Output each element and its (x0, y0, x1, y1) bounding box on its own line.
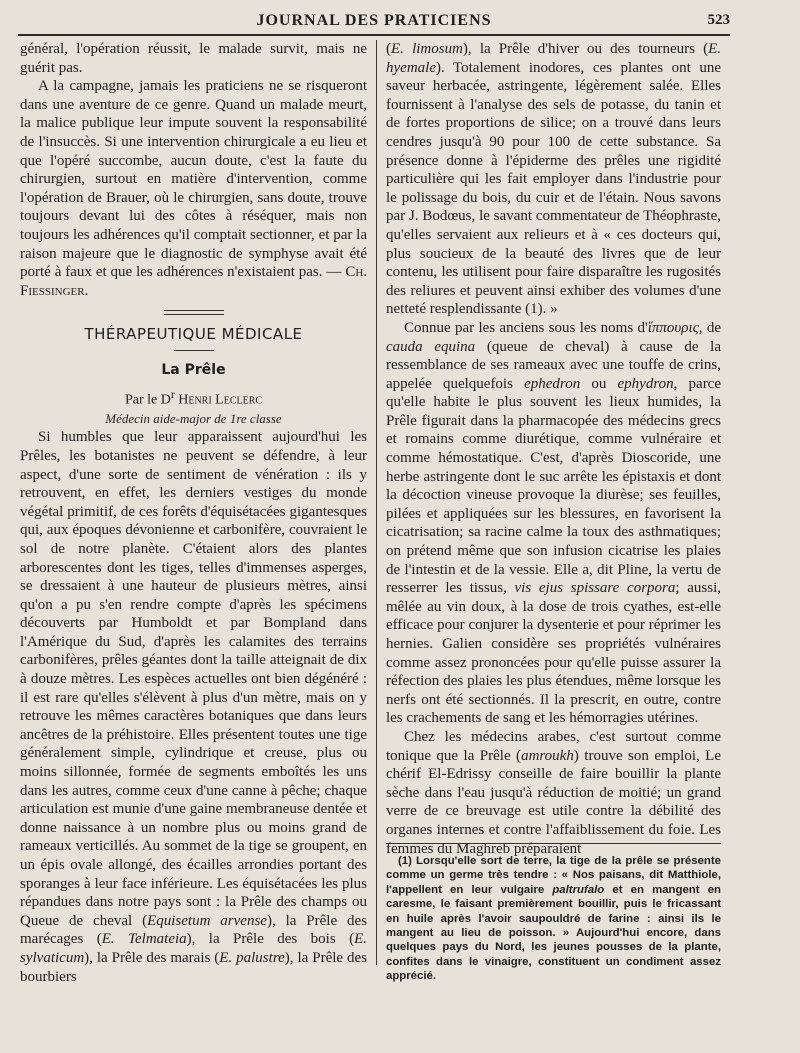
running-header (18, 8, 730, 36)
section-title-rule (174, 350, 214, 351)
footnote-text (386, 854, 721, 984)
footnote-a: (1) Lorsqu'elle sort de terre, la tige de la prêle se présente comme un germe très tendre : « Nos paisans, dit Matthiole, l'appellent en leur vulgaire (386, 855, 721, 896)
species-arvense: Equisetum arvense (147, 912, 267, 929)
species-sylvaticum: E. sylvaticum (20, 931, 367, 966)
p3-text-b: ), la Prêle des marécages ( (20, 912, 367, 948)
article-title: La Prêle (161, 361, 226, 378)
author-prefix-sup: r (170, 387, 175, 401)
paragraph-campagne-text: A la campagne, jamais les praticiens ne se risqueront dans une aventure de ce genre. Quand un malade meurt, la malice publique leur impute souvent la responsabilité de l'insuccès. Si une intervention chirurgicale a eu lieu et que l'opéré succombe, aucun doute, c'est la faute du chirurgien, surtout en matière d'intervention, comme l'opération de Brauer, où le chirurgien, sans doute, trouve toujours devant lui des côtes à réséquer, mais non toujours les adhérences qu'il comptait sectionner, et par la raison majeure que le diagnostic de symphyse avait été porté à faux et que les adhérences n'existaient pas. — (20, 78, 367, 281)
author-prefix: Par le D (124, 392, 171, 408)
paragraph-campagne (20, 77, 367, 300)
footnote-b: et en mangent en caresme, le faisant premièrement bouillir, puis le fricassant en huile après l'avoir saupouldré de farine : ainsi ils le mangent au lieu de poisson. » Aujourd'hui encore, dans quelques pays du Nord, les jeunes pousses de la plante, confites dans le vinaigre, constituent un condiment assez apprécié. (386, 883, 721, 983)
p5-b: , de (698, 319, 721, 336)
right-column (386, 40, 721, 858)
species-limosum: E. limosum (391, 41, 463, 57)
author-signature: Ch. Fiessinger. (20, 264, 368, 299)
latin-name: cauda equina (386, 338, 476, 355)
paragraph-anciens (386, 319, 721, 728)
pline-quote: vis ejus spissare corpora (514, 580, 676, 597)
p3-text-c: ), la Prêle des bois ( (186, 931, 355, 948)
p4-b: ), la Prêle d'hiver ou des tourneurs ( (462, 41, 709, 57)
author-rank: Médecin aide-major de 1re classe (105, 410, 282, 426)
column-divider (376, 40, 377, 965)
left-column (20, 40, 367, 986)
p5-a: Connue par les anciens sous les noms d' (404, 319, 648, 336)
species-palustre: E. palustre (219, 949, 285, 966)
p5-d: ou (580, 375, 618, 392)
p6-a: Chez les médecins arabes, c'est surtout comme tonique que la Prêle ( (386, 728, 721, 764)
paragraph-composition (386, 40, 721, 319)
journal-title: JOURNAL DES PRATICIENS (256, 12, 492, 29)
paragraph-intro-preles (20, 428, 367, 986)
p4-c: ). Totalement inodores, ces plantes ont une saveur herbacée, astringente, légèrement salée. Elles fournissent à l'analyse des sels de potasse, du tanin et de fortes proportions de silice; on a trouvé dans leurs cendres jusqu'à 90 pour 100 de cette substance. Sa présence donne à l'épiderme des prêles une rigidité particulière qui les fait employer dans l'industrie pour le polissage du bois, du cuir et de l'étain. Nous savons par J. Bodœus, le savant commentateur de Théophraste, qu'elles servaient aux relieurs et à « ces docteurs qui, plus soucieux de la beauté des livres que de leur contenu, les utilisent pour faire disparaître les rugosités des reliures et peuvent ainsi exhiber des volumes d'une netteté resplendissante (1). » (386, 59, 721, 318)
section-title: THÉRAPEUTIQUE MÉDICALE (84, 325, 303, 344)
footnote (386, 843, 721, 984)
p3-text-e: ), la Prêle des bourbiers (20, 949, 368, 985)
species-telmateia: E. Telmateia (101, 931, 187, 948)
p3-text: Si humbles que leur apparaissent aujourd'hui les Prêles, les botanistes ne peuvent se défendre, à leur aspect, d'une sorte de sentiment de vénération : ils y retrouvent, en effet, les derniers vestiges du monde végétal primitif, de ces forêts d'équisétacées gigantesques qui, aux époques dévonienne et carbonifère, couvraient le sol de notre planète. C'étaient alors des plantes arborescentes dont les tiges, telles d'immenses asperges, se dressaient à une hauteur de plusieurs mètres, ainsi qu'on a pu s'en rendre compte d'après les spécimens découverts par Humboldt et par Bompland dans l'Amérique du Sud, d'après les calamites des terrains carbonifères, prêles géantes dont la taille atteignait de dix à douze mètres. Les espèces actuelles ont bien dégénéré : il est rare qu'elles s'élèvent à plus d'un mètre, mais on y retrouve les mêmes caractères botaniques que dans leurs ancêtres de la préhistoire. Elles présentent toutes une tige généralement simple, cylindrique et creuse, plus ou moins sillonnée, formée de segments emboîtés les uns dans les autres, comme ceux d'une canne à pêche; chaque articulation est munie d'une gaine membraneuse dentée et donne naissance à un nombre plus ou moins grand de rameaux verticillés. Au sommet de la tige se groupent, en un épis ovale allongé, des écailles arrondies portant des sporanges à leur face inférieure. Les équisétacées les plus répandues dans notre pays sont : la Prêle des champs ou Queue de cheval ( (20, 429, 367, 929)
section-separator (164, 310, 224, 315)
species-hyemale: E. hyemale (386, 41, 722, 76)
p6-b: ) trouve son emploi, Le chérif El-Edrissy conseille de faire bouillir la plante sèche dans l'eau jusqu'à réduction de moitié; un grand verre de ce breuvage est utile contre la débilité des organes internes et contre l'affaiblissement du foie. Les femmes du Maghreb préparaient (386, 747, 721, 857)
footnote-italic: paltrufalo (552, 883, 605, 896)
p5-c: (queue de cheval) à cause de la ressemblance de ses rameaux avec une touffe de crins, appelée quelquefois (386, 338, 721, 392)
p5-f: ; aussi, mêlée au vin doux, à la dose de trois cyathes, est-elle efficace pour conjurer la dysenterie et pour réprimer les hernies. Galien considère ses propriétés vulnéraires comme assez prononcées pour qu'elle puisse assurer la réfection des plaies les plus étendues, même lorsque les nerfs ont été sectionnés. Il la prescrit, en outre, contre les crachements de sang et les hémorragies utérines. (386, 580, 722, 727)
p3-text-d: ), la Prêle des marais ( (84, 949, 220, 966)
paragraph-conclusion: général, l'opération réussit, le malade survit, mais ne guérit pas. (20, 41, 367, 76)
p5-e: , parce qu'elle habite le plus souvent les lieux humides, la Prêle figurait dans la pharmacopée des médecins grecs et romains comme diurétique, comme vulnéraire et comme hémostatique. C'est, d'après Dioscoride, une herbe astringente dont le suc arrête les épistaxis et dont la décoction vineuse provoque la diurèse; ses feuilles, pilées et appliquées sur les blessures, en favorisent la cicatrisation; sa racine calme la toux des asthmatiques; on prétend même que son infusion cicatrise les plaies de l'intestin et de la vessie. Elle a, dit Pline, la vertu de resserrer les tissus, (386, 375, 721, 597)
paragraph-arabes (386, 728, 721, 858)
p4-a: ( (386, 41, 391, 57)
page-number: 523 (707, 12, 730, 28)
greek-name: ἵππουρις (647, 319, 699, 336)
arabic-name: amroukh (521, 747, 574, 764)
author-name: Henri Leclerc (178, 392, 263, 408)
article-author (20, 386, 367, 410)
name-ephydron: ephydron (617, 375, 674, 392)
name-ephedron: ephedron (524, 375, 581, 392)
